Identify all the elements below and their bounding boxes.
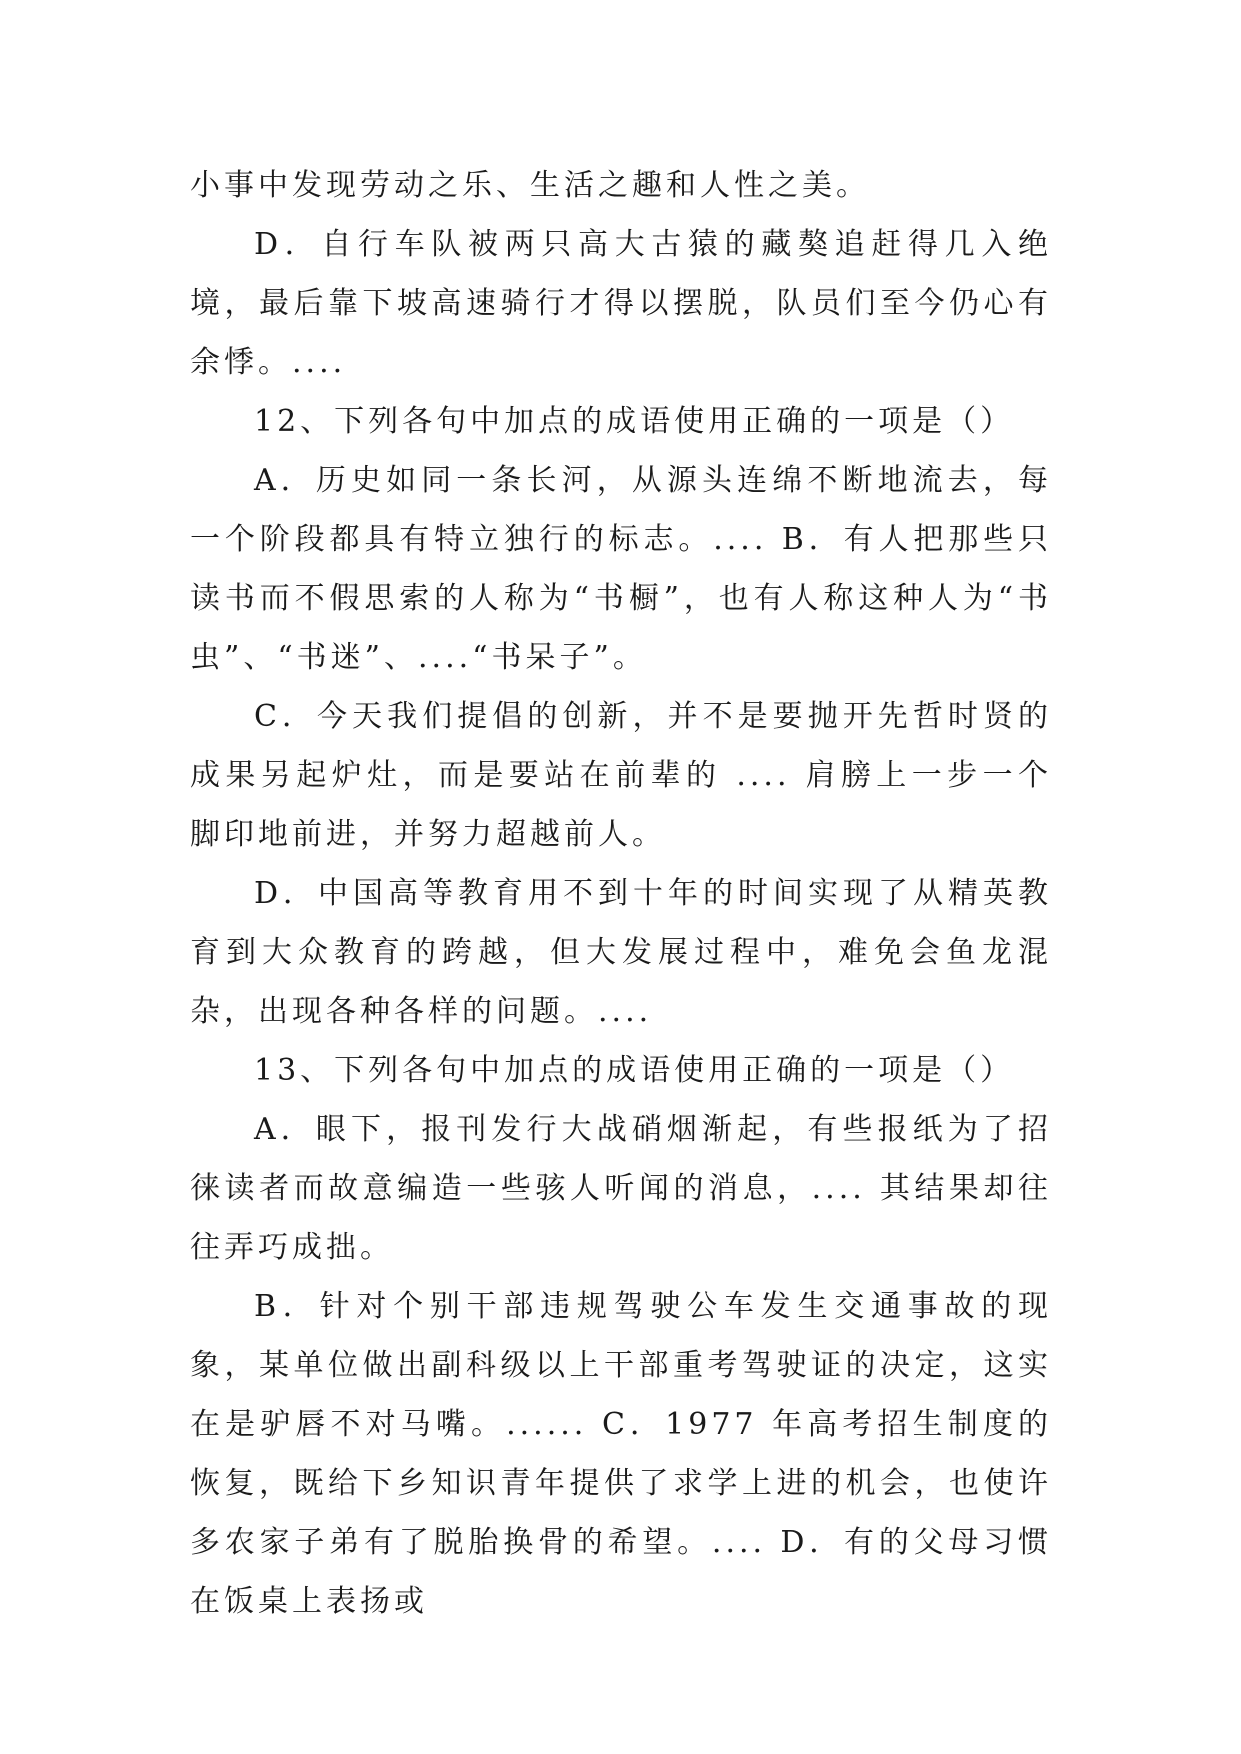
paragraph-q12-option-c: C．今天我们提倡的创新，并不是要抛开先哲时贤的成果另起炉灶，而是要站在前辈的 .... 肩膀上一步一个脚印地前进，并努力超越前人。: [190, 699, 1052, 852]
paragraph-q13-stem: 13、下列各句中加点的成语使用正确的一项是（）: [254, 1053, 1015, 1088]
paragraph-q13-option-a: A．眼下，报刊发行大战硝烟渐起，有些报纸为了招徕读者而故意编造一些骇人听闻的消息，.... 其结果却往往弄巧成拙。: [190, 1112, 1052, 1265]
paragraph-intro-continuation: 小事中发现劳动之乐、生活之趣和人性之美。: [190, 168, 870, 203]
paragraph-q13-options-b-c-d: B．针对个别干部违规驾驶公车发生交通事故的现象，某单位做出副科级以上干部重考驾驶证的决定，这实在是驴唇不对马嘴。...... C．1977 年高考招生制度的恢复，既给下乡知识青年提供了求学上进的机会，也使许多农家子弟有了脱胎换骨的希望。.... D．有的父母习惯在饭桌上表扬或: [190, 1289, 1052, 1619]
paragraph-q12-option-d: D．中国高等教育用不到十年的时间实现了从精英教育到大众教育的跨越，但大发展过程中，难免会鱼龙混杂，出现各种各样的问题。....: [190, 876, 1052, 1029]
document-body: [190, 156, 1052, 1631]
paragraph-q12-options-a-b: A．历史如同一条长河，从源头连绵不断地流去，每一个阶段都具有特立独行的标志。.... B．有人把那些只读书而不假思索的人称为“书橱”，也有人称这种人为“书虫”、“书迷”、....“书呆子”。: [190, 463, 1052, 675]
paragraph-q12-stem: 12、下列各句中加点的成语使用正确的一项是（）: [254, 404, 1015, 439]
paragraph-q11-option-d: D．自行车队被两只高大古猿的藏獒追赶得几入绝境，最后靠下坡高速骑行才得以摆脱，队员们至今仍心有余悸。....: [190, 227, 1052, 380]
